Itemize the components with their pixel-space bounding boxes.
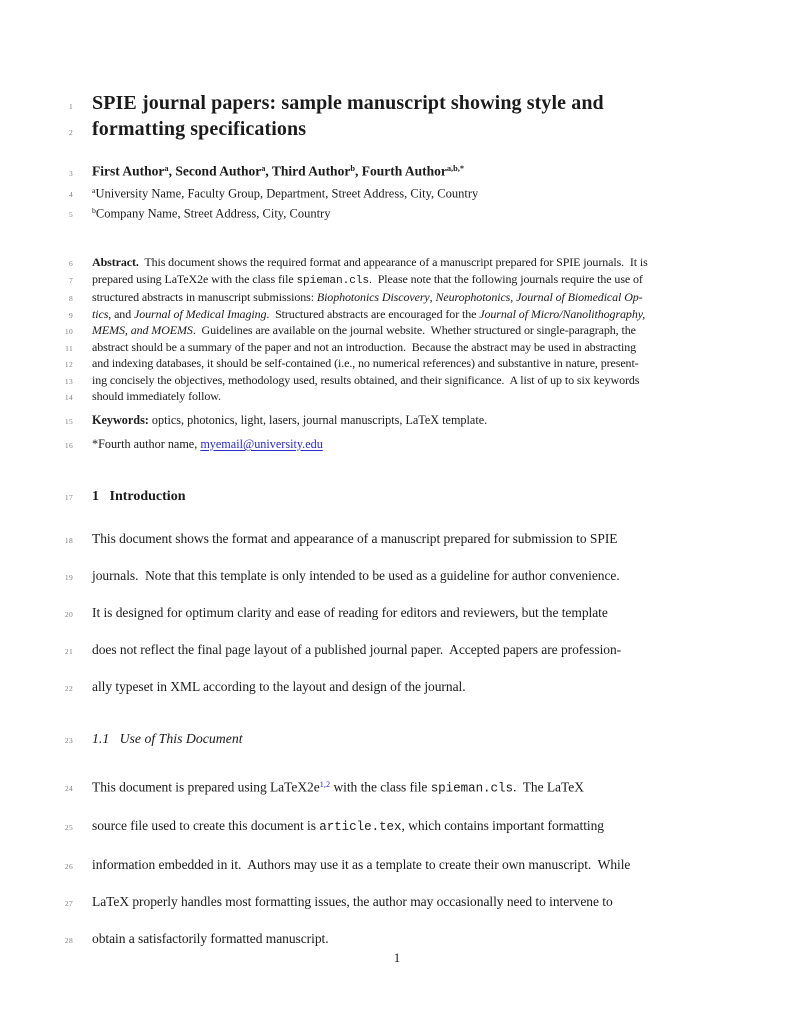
line-text <box>92 160 464 181</box>
section-note <box>0 436 794 453</box>
page-number: 1 <box>393 950 401 965</box>
doc-line <box>0 339 794 356</box>
line-number: 28 <box>64 936 73 946</box>
text-segment: optics, photonics, light, lasers, journal manuscripts, LaTeX template. <box>148 412 488 427</box>
doc-line <box>0 846 794 883</box>
line-number: 19 <box>64 572 73 582</box>
text-segment: ing concisely the objectives, methodology used, results obtained, and their significance. A list of up to six keywords <box>92 372 640 387</box>
line-text <box>92 322 636 339</box>
doc-line <box>0 668 794 705</box>
text-segment: b <box>92 205 96 215</box>
line-number: 8 <box>68 294 73 304</box>
text-segment: source file used to create this document is <box>92 818 320 834</box>
line-text <box>92 388 221 405</box>
line-number: 2 <box>68 128 73 137</box>
line-text <box>92 90 604 116</box>
section-authors <box>0 160 794 181</box>
text-segment: , Third Author <box>265 163 351 179</box>
line-number: 5 <box>68 210 73 220</box>
line-number: 12 <box>64 360 73 370</box>
text-segment: Journal of Biomedical Op- <box>516 290 643 305</box>
line-number: 21 <box>64 646 73 656</box>
doc-line <box>0 557 794 594</box>
doc-line <box>0 202 794 222</box>
citation-link[interactable]: 1,2 <box>319 779 331 789</box>
doc-line <box>0 116 794 142</box>
text-segment: Journal of Medical Imaging <box>134 306 267 321</box>
text-segment: . Please note that the following journals require the use of <box>369 271 643 286</box>
line-number: 6 <box>68 259 73 269</box>
text-segment: Neurophotonics <box>435 290 511 305</box>
text-segment: article.tex <box>319 820 402 835</box>
text-segment: a <box>261 164 266 173</box>
text-segment: should immediately follow. <box>92 389 221 404</box>
line-number: 27 <box>64 899 73 909</box>
line-text <box>92 116 306 142</box>
line-text <box>92 412 487 429</box>
doc-line <box>0 412 794 429</box>
line-number: 15 <box>64 416 73 426</box>
section-para2 <box>0 766 794 958</box>
text-segment: SPIE journal papers: sample manuscript showing style and <box>92 92 604 114</box>
line-text <box>92 339 636 356</box>
section-keywords <box>0 412 794 429</box>
line-number: 22 <box>64 683 73 693</box>
text-segment: , and <box>108 306 134 321</box>
text-segment: obtain a satisfactorily formatted manuscript. <box>92 931 329 947</box>
doc-line <box>0 807 794 846</box>
line-text <box>92 289 643 306</box>
line-text <box>92 668 466 705</box>
line-number: 20 <box>64 609 73 619</box>
doc-line <box>0 436 794 453</box>
text-segment: with the class file <box>330 779 431 795</box>
text-segment: , which contains important formatting <box>401 818 604 834</box>
text-segment: . The LaTeX <box>512 779 584 795</box>
text-segment: It is designed for optimum clarity and ease of reading for editors and reviewers, but the template <box>92 604 608 620</box>
section-abstract <box>0 254 794 405</box>
doc-line <box>0 631 794 668</box>
text-segment: University Name, Faculty Group, Department, Street Address, City, Country <box>95 185 479 200</box>
line-number: 25 <box>64 823 73 833</box>
text-segment: journals. Note that this template is only intended to be used as a guideline for author convenience. <box>92 567 620 583</box>
text-segment: abstract should be a summary of the paper and not an introduction. Because the abstract may be used in abstracting <box>92 339 636 354</box>
text-segment: information embedded in it. Authors may use it as a template to create their own manuscript. While <box>92 857 631 873</box>
doc-line <box>0 520 794 557</box>
line-text <box>92 631 621 668</box>
line-number: 10 <box>64 327 73 337</box>
text-segment: *Fourth author name, <box>92 436 201 451</box>
line-text <box>92 487 185 507</box>
text-segment: a <box>164 164 169 173</box>
text-segment: , Second Author <box>168 163 262 179</box>
line-text <box>92 202 330 222</box>
text-segment: This document is prepared using LaTeX2e <box>92 779 320 795</box>
text-segment: tics <box>92 306 109 321</box>
text-segment: This document shows the required format and appearance of a manuscript prepared for SPIE journals. It is <box>138 255 648 270</box>
doc-line <box>0 594 794 631</box>
doc-line <box>0 322 794 339</box>
line-text <box>92 846 630 883</box>
text-segment: Abstract. <box>92 255 139 270</box>
doc-line <box>0 254 794 271</box>
line-text <box>92 254 648 271</box>
doc-line <box>0 355 794 372</box>
text-segment: Company Name, Street Address, City, Country <box>95 206 331 221</box>
line-text <box>92 271 643 290</box>
doc-line <box>0 90 794 116</box>
line-number: 1 <box>68 102 73 111</box>
line-number: 9 <box>68 310 73 320</box>
line-number: 7 <box>68 275 73 285</box>
text-segment: This document shows the format and appearance of a manuscript prepared for submission to SPIE <box>92 530 618 546</box>
line-text <box>92 594 608 631</box>
text-segment: First Author <box>92 163 165 179</box>
line-number: 17 <box>64 492 73 502</box>
line-text <box>92 182 478 202</box>
line-number: 11 <box>65 343 73 353</box>
text-segment: MEMS, and MOEMS <box>92 323 193 338</box>
text-segment: does not reflect the final page layout of a published journal paper. Accepted papers are profession- <box>92 641 622 657</box>
text-segment: . Guidelines are available on the journal website. Whether structured or single-paragraph, the <box>192 323 636 338</box>
doc-line <box>0 487 794 507</box>
section-para1 <box>0 520 794 705</box>
line-number: 24 <box>64 784 73 794</box>
text-segment: LaTeX properly handles most formatting issues, the author may occasionally need to intervene to <box>92 894 613 910</box>
line-text <box>92 355 639 372</box>
line-text <box>92 807 604 846</box>
text-segment: Biophotonics Discovery <box>316 290 430 305</box>
text-segment: structured abstracts in manuscript submissions: <box>92 290 317 305</box>
text-segment: prepared using LaTeX2e with the class file <box>92 271 297 286</box>
section-affil <box>0 182 794 223</box>
text-segment: , Fourth Author <box>354 163 447 179</box>
line-text <box>92 372 639 389</box>
line-number: 13 <box>64 376 73 386</box>
section-h2 <box>0 730 794 748</box>
text-segment: , <box>510 290 517 305</box>
email-link[interactable]: myemail@university.edu <box>200 436 323 451</box>
line-text <box>92 436 323 453</box>
doc-line <box>0 271 794 290</box>
text-segment: a,b,* <box>446 164 465 173</box>
section-title <box>0 90 794 142</box>
doc-line <box>0 883 794 920</box>
text-segment: . Structured abstracts are encouraged for the <box>266 306 480 321</box>
text-segment: 1.1 Use of This Document <box>92 730 243 746</box>
text-segment: Journal of Micro/Nanolithography, <box>479 306 646 321</box>
doc-line <box>0 766 794 808</box>
text-segment: ally typeset in XML according to the layout and design of the journal. <box>92 678 466 694</box>
line-text <box>92 766 584 808</box>
line-text <box>92 520 617 557</box>
text-segment: 1 Introduction <box>92 488 186 504</box>
line-number: 18 <box>64 535 73 545</box>
line-number: 16 <box>64 440 73 450</box>
line-number: 14 <box>64 393 73 403</box>
text-segment: spieman.cls <box>296 274 369 287</box>
doc-line <box>0 306 794 323</box>
doc-line <box>0 730 794 748</box>
text-segment: Keywords: <box>92 412 149 427</box>
text-segment: , <box>429 290 436 305</box>
doc-line <box>0 160 794 181</box>
line-number: 23 <box>64 735 73 745</box>
text-segment: formatting specifications <box>92 118 307 140</box>
text-segment: b <box>350 164 355 173</box>
doc-line <box>0 388 794 405</box>
line-text <box>92 883 613 920</box>
line-number: 26 <box>64 862 73 872</box>
text-segment: a <box>92 185 96 195</box>
text-segment: spieman.cls <box>430 781 513 796</box>
line-text <box>92 557 620 594</box>
line-text <box>92 306 645 323</box>
doc-line <box>0 289 794 306</box>
line-number: 4 <box>68 189 73 199</box>
line-text <box>92 730 243 748</box>
section-h1 <box>0 487 794 507</box>
text-segment: and indexing databases, it should be self-contained (i.e., no numerical references) and substantive in nature, present- <box>92 356 639 371</box>
line-number: 3 <box>68 168 73 178</box>
doc-line <box>0 182 794 202</box>
doc-line <box>0 372 794 389</box>
